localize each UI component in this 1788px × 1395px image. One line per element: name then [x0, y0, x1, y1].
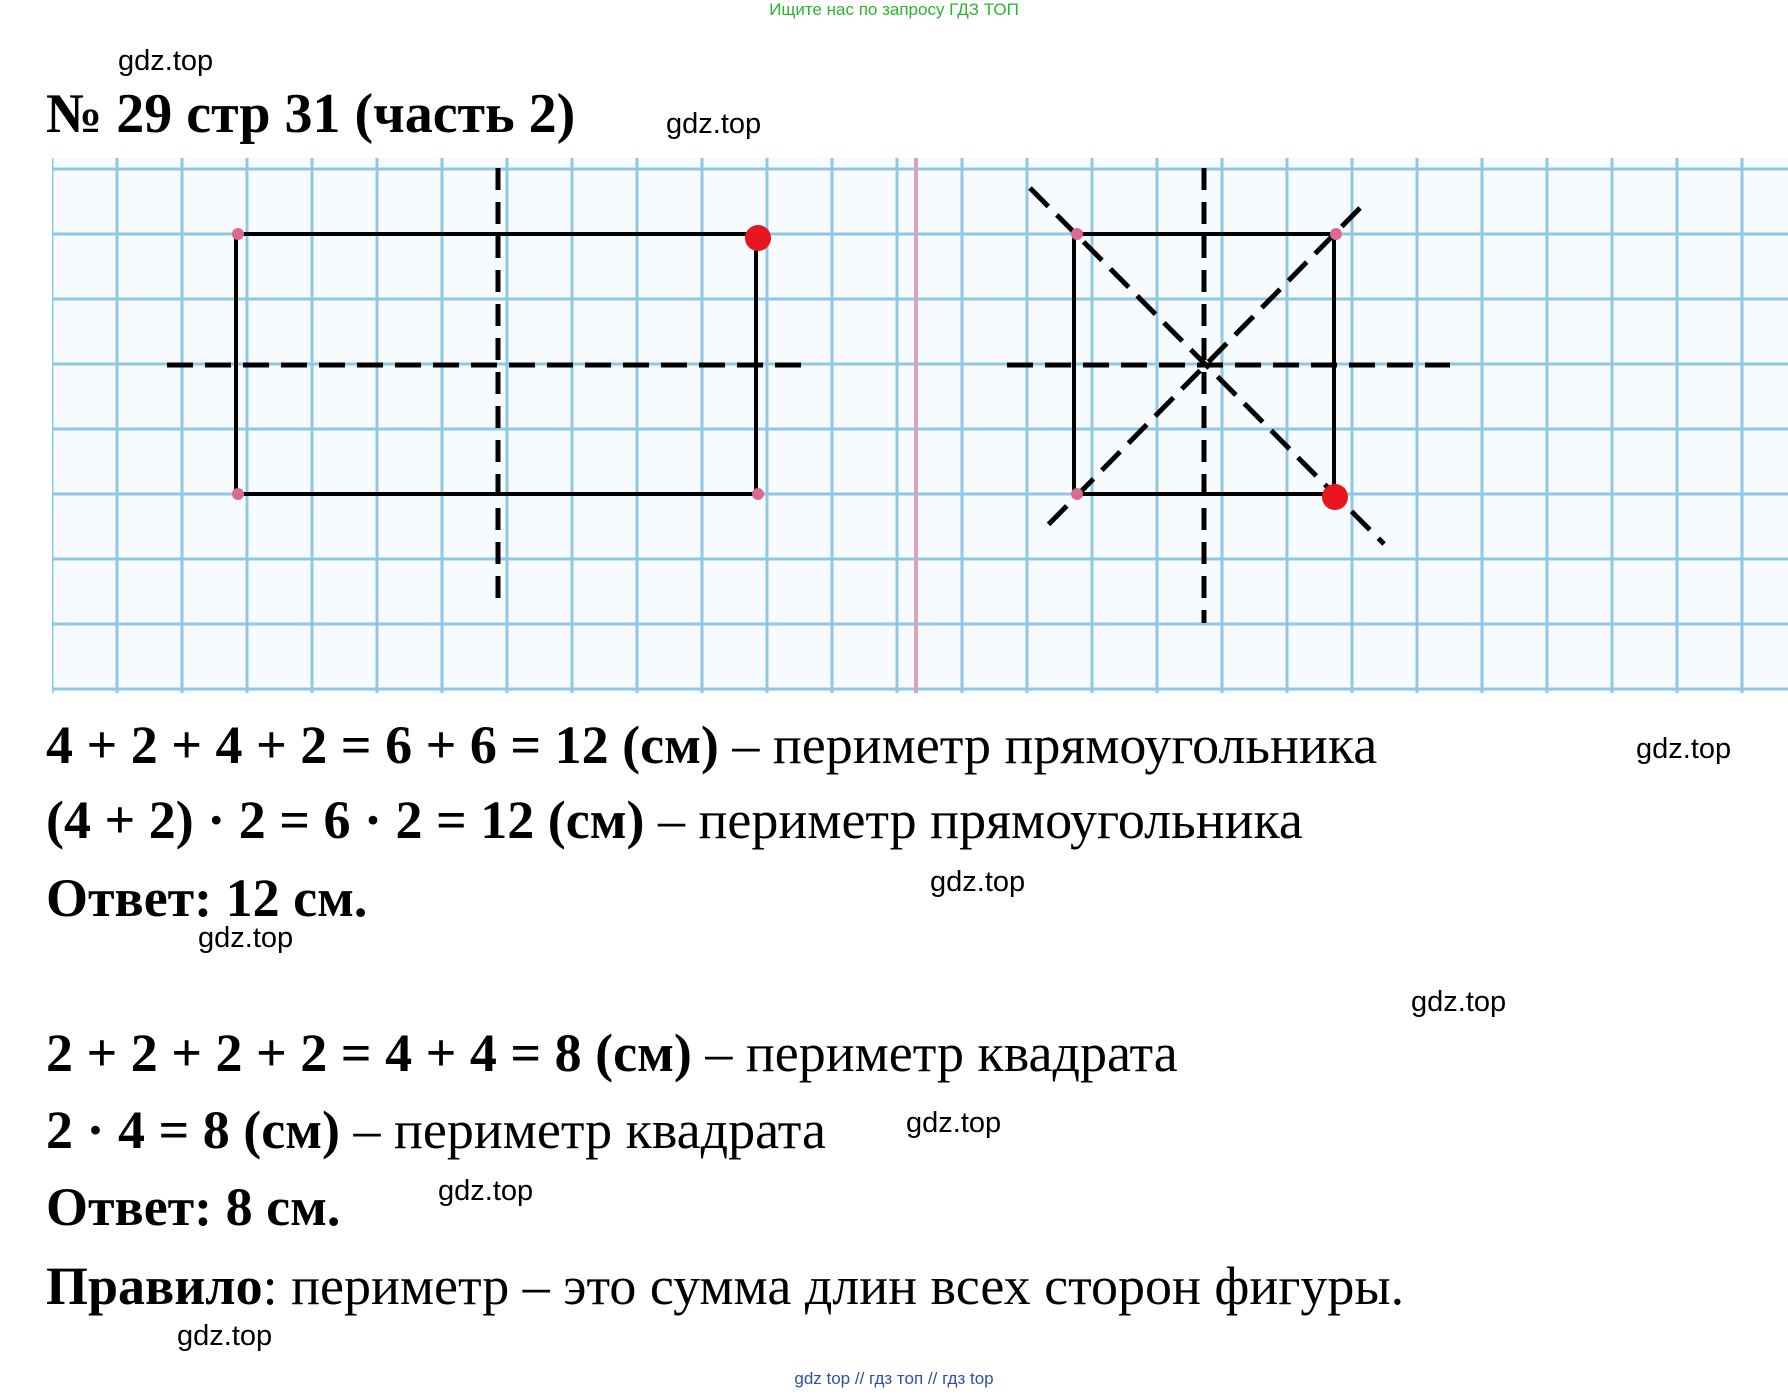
watermark: gdz.top [118, 45, 214, 77]
footer-separator: // [927, 1369, 938, 1388]
search-hint: Ищите нас по запросу ГДЗ ТОП [769, 0, 1019, 19]
watermark: gdz.top [666, 108, 762, 140]
rectangle-perimeter-sum [46, 715, 1377, 775]
square-perimeter-sum [46, 1023, 1178, 1083]
rule-statement [46, 1256, 1404, 1316]
rectangle-vertex-dot [232, 488, 244, 500]
square-vertex-dot [1330, 228, 1342, 240]
description: – периметр квадрата [340, 1100, 826, 1160]
watermark: gdz.top [1411, 986, 1507, 1018]
rectangle-marked-vertex [745, 225, 771, 251]
square-marked-vertex [1322, 484, 1348, 510]
square-vertex-dot [1071, 228, 1083, 240]
square-answer: Ответ: 8 см. [46, 1177, 341, 1237]
rectangle-answer: Ответ: 12 см. [46, 868, 368, 928]
square-vertex-dot [1071, 488, 1083, 500]
grid-drawing [52, 158, 1788, 693]
expression: 4 + 2 + 4 + 2 = 6 + 6 = 12 (см) [46, 715, 719, 775]
expression: 2 + 2 + 2 + 2 = 4 + 4 = 8 (см) [46, 1023, 692, 1083]
rule-label: Правило [46, 1256, 263, 1316]
footer-link[interactable]: гдз топ [869, 1369, 924, 1388]
watermark: gdz.top [438, 1175, 534, 1207]
expression: (4 + 2) · 2 = 6 · 2 = 12 (см) [46, 790, 645, 850]
square-perimeter-product [46, 1100, 826, 1160]
rectangle-perimeter-product [46, 790, 1303, 850]
footer-links [0, 1369, 1788, 1389]
watermark: gdz.top [1636, 733, 1732, 765]
footer-separator: // [854, 1369, 865, 1388]
footer-link[interactable]: гдз top [942, 1369, 994, 1388]
description: – периметр прямоугольника [644, 790, 1303, 850]
rectangle-vertex-dot [232, 228, 244, 240]
footer-link[interactable]: gdz top [794, 1369, 851, 1388]
watermark: gdz.top [198, 922, 294, 954]
expression: 2 · 4 = 8 (см) [46, 1100, 340, 1160]
description: – периметр квадрата [691, 1023, 1178, 1083]
rectangle-vertex-dot [752, 488, 764, 500]
watermark: gdz.top [177, 1320, 273, 1352]
description: – периметр прямоугольника [718, 715, 1378, 775]
watermark: gdz.top [906, 1107, 1002, 1139]
watermark: gdz.top [930, 866, 1026, 898]
page-title: № 29 стр 31 (часть 2) [46, 83, 576, 145]
rule-text: : периметр – это сумма длин всех сторон фигуры. [262, 1256, 1405, 1316]
